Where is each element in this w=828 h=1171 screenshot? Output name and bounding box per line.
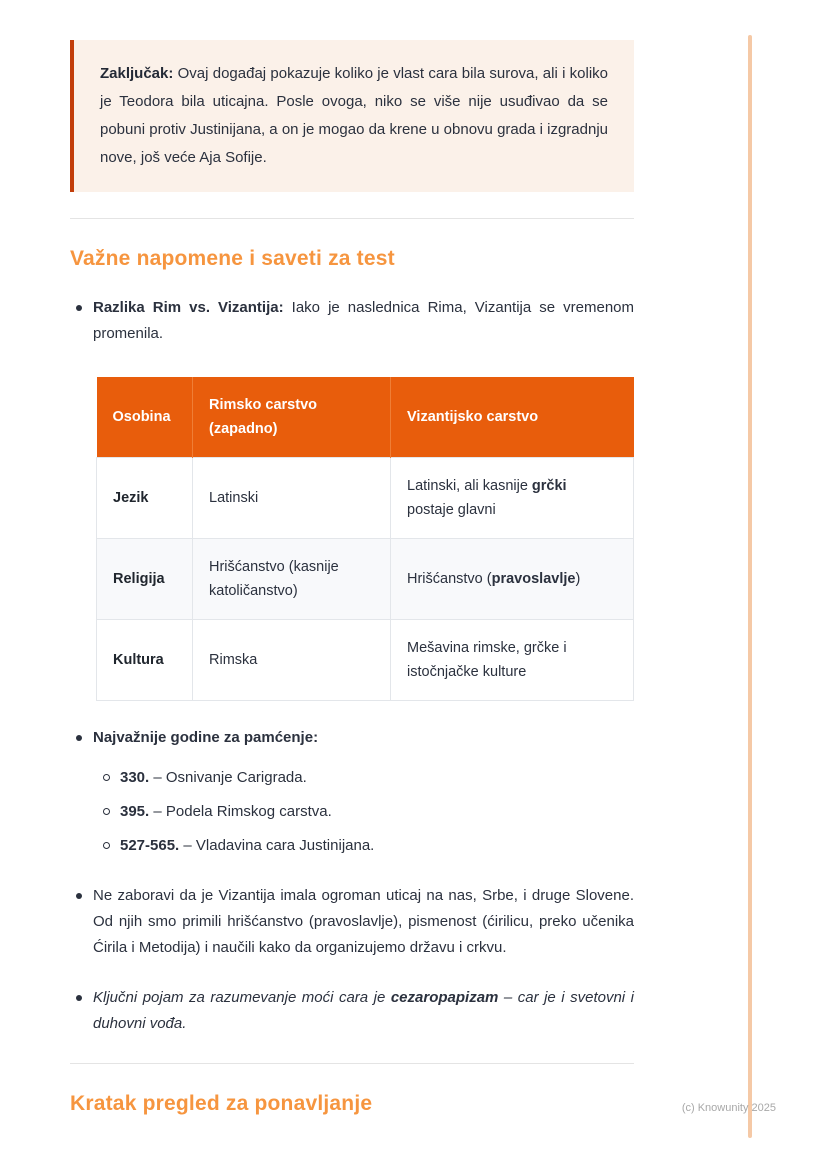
- year-event: – Osnivanje Carigrada.: [153, 769, 307, 786]
- bullet-pojam-text: Ključni pojam za razumevanje moći cara je cezaropapizam – car je i svetovni i duhovni vođa.: [93, 989, 634, 1032]
- bullet-uticaj-text: Ne zaboravi da je Vizantija imala ogroman uticaj na nas, Srbe, i druge Slovene. Od njih smo primili hrišćanstvo (pravoslavlje), pismenost (ćirilicu, preko učenika Ćirila i Metodija) i naučili kako da organizujemo državu i crkvu.: [93, 887, 634, 956]
- callout-text: Ovaj događaj pokazuje koliko je vlast cara bila surova, ali i koliko je Teodora bila uticajna. Posle ovoga, niko se više nije usuđivao da se pobuni protiv Justinijana, a on je mogao da krene u obnovu grada i izgradnju nove, još veće Aja Sofije.: [100, 65, 609, 166]
- table-cell-vizantijsko: Latinski, ali kasnije grčki postaje glavni: [391, 458, 634, 539]
- table-cell-rimsko: Hrišćanstvo (kasnije katoličanstvo): [193, 539, 391, 620]
- table-cell-feature: Kultura: [97, 620, 193, 701]
- bullet-razlika-bold: Razlika Rim vs. Vizantija:: [93, 299, 284, 316]
- table-cell-vizantijsko: Hrišćanstvo (pravoslavlje): [391, 539, 634, 620]
- table-header-vizantijsko: Vizantijsko carstvo: [391, 377, 634, 458]
- review-section-title: Kratak pregled za ponavljanje: [70, 1092, 373, 1115]
- table-header-rimsko: Rimsko carstvo (zapadno): [193, 377, 391, 458]
- years-sub-list: [70, 765, 634, 859]
- bullet-godine-bold: Najvažnije godine za pamćenje:: [93, 729, 319, 746]
- circle-bullet-icon: [103, 774, 110, 781]
- table-row: [97, 458, 634, 539]
- list-item: [70, 765, 634, 791]
- section-divider: [70, 218, 634, 219]
- year-value: 330.: [120, 769, 150, 786]
- bullet-razlika-text: [93, 295, 634, 347]
- document-content: [70, 40, 634, 1116]
- table-cell-vizantijsko: Mešavina rimske, grčke i istočnjačke kulture: [391, 620, 634, 701]
- year-value: 527-565.: [120, 837, 180, 854]
- circle-bullet-icon: [103, 808, 110, 815]
- page-edge-divider: [748, 35, 752, 1138]
- table-cell-feature: Jezik: [97, 458, 193, 539]
- list-item: [70, 799, 634, 825]
- comparison-table: [96, 377, 634, 701]
- conclusion-callout: [70, 40, 634, 192]
- bullet-icon: [76, 735, 82, 741]
- section-divider: [70, 1063, 634, 1064]
- bullet-icon: [76, 305, 82, 311]
- bullet-razlika-plain: Iako je naslednica Rima, Vizantija se vremenom promenila.: [93, 299, 635, 342]
- bullet-godine: [70, 725, 634, 751]
- bullet-godine-text: [93, 725, 634, 751]
- copyright: (c) Knowunity 2025: [681, 1102, 776, 1114]
- circle-bullet-icon: [103, 842, 110, 849]
- table-cell-rimsko: Latinski: [193, 458, 391, 539]
- list-item: [70, 833, 634, 859]
- bullet-pojam: [70, 985, 634, 1037]
- bullet-icon: [76, 995, 82, 1001]
- table-row: [97, 620, 634, 701]
- callout-label: Zaključak:: [100, 65, 174, 82]
- table-cell-feature: Religija: [97, 539, 193, 620]
- table-header-osobina: Osobina: [97, 377, 193, 458]
- year-event: – Vladavina cara Justinijana.: [183, 837, 375, 854]
- table-cell-rimsko: Rimska: [193, 620, 391, 701]
- table-header-row: [97, 377, 634, 458]
- bullet-icon: [76, 893, 82, 899]
- bullet-uticaj: [70, 883, 634, 961]
- year-event: – Podela Rimskog carstva.: [153, 803, 332, 820]
- notes-section-title: Važne napomene i saveti za test: [70, 247, 395, 270]
- bullet-razlika: [70, 295, 634, 347]
- table-row: [97, 539, 634, 620]
- year-value: 395.: [120, 803, 150, 820]
